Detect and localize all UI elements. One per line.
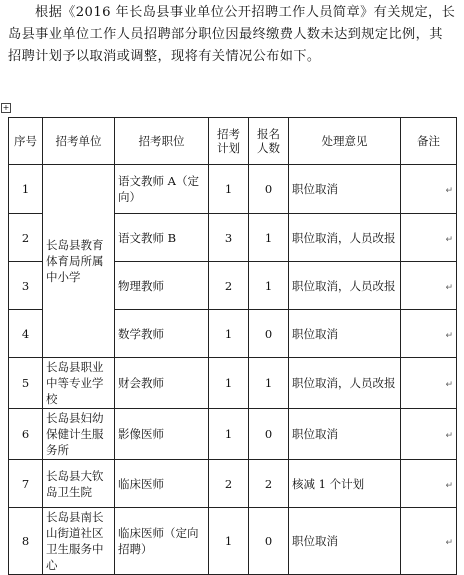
table-row	[9, 358, 457, 409]
cell-unit: 长岛县职业中等专业学校	[43, 358, 115, 409]
recruitment-table	[8, 117, 457, 575]
cell-end-mark-icon: ↵	[445, 234, 453, 245]
header-cell-unit: 招考单位	[43, 118, 115, 165]
intro-paragraph	[8, 2, 456, 68]
intro-text: 根据《2016 年长岛县事业单位公开招聘工作人员简章》有关规定，长岛县事业单位工作人员招聘部分职位因最终缴费人数未达到规定比例，其招聘计划予以取消或调整，现将有关情况公布如下。	[8, 5, 456, 64]
cell-position: 数学教师	[115, 310, 209, 358]
cell-unit: 长岛县教育体育局所属中小学	[43, 165, 115, 358]
cell-plan: 1	[209, 409, 249, 460]
cell-unit: 长岛县南长山街道社区卫生服务中心	[43, 508, 115, 575]
cell-applicants: 0	[249, 310, 289, 358]
cell-opinion: 职位取消	[289, 310, 401, 358]
cell-opinion: 职位取消	[289, 165, 401, 214]
cell-unit: 长岛县大钦岛卫生院	[43, 460, 115, 508]
cell-applicants: 0	[249, 409, 289, 460]
cell-no: 7	[9, 460, 43, 508]
cell-note	[401, 409, 457, 460]
cell-end-mark-icon: ↵	[445, 330, 453, 341]
cell-applicants: 1	[249, 358, 289, 409]
cell-position: 语文教师 A（定向）	[115, 165, 209, 214]
cell-end-mark-icon: ↵	[445, 538, 453, 548]
cell-end-mark-icon: ↵	[445, 186, 453, 196]
cell-opinion: 职位取消	[289, 508, 401, 575]
cell-plan: 2	[209, 460, 249, 508]
cell-plan: 2	[209, 262, 249, 310]
cell-no: 8	[9, 508, 43, 575]
cell-no: 3	[9, 262, 43, 310]
cell-plan: 1	[209, 508, 249, 575]
cell-position: 财会教师	[115, 358, 209, 409]
table-row	[9, 409, 457, 460]
cell-plan: 1	[209, 310, 249, 358]
cell-no: 1	[9, 165, 43, 214]
header-cell-note: 备注	[401, 118, 457, 165]
header-cell-opinion: 处理意见	[289, 118, 401, 165]
cell-no: 4	[9, 310, 43, 358]
cell-note	[401, 165, 457, 214]
cell-end-mark-icon: ↵	[445, 431, 453, 441]
cell-applicants: 1	[249, 214, 289, 262]
header-cell-applicants: 报名人数	[249, 118, 289, 165]
table-move-handle-icon[interactable]: +	[2, 103, 10, 112]
cell-unit: 长岛县妇幼保健计生服务所	[43, 409, 115, 460]
cell-applicants: 0	[249, 165, 289, 214]
cell-applicants: 2	[249, 460, 289, 508]
cell-plan: 1	[209, 358, 249, 409]
cell-note	[401, 214, 457, 262]
header-cell-position: 招考职位	[115, 118, 209, 165]
cell-opinion: 职位取消	[289, 409, 401, 460]
cell-end-mark-icon: ↵	[445, 380, 453, 390]
table-header-row	[9, 118, 457, 165]
cell-position: 临床医师（定向招聘）	[115, 508, 209, 575]
cell-note	[401, 460, 457, 508]
table-row	[9, 460, 457, 508]
cell-plan: 3	[209, 214, 249, 262]
cell-applicants: 0	[249, 508, 289, 575]
cell-opinion: 职位取消，人员改报	[289, 358, 401, 409]
cell-no: 5	[9, 358, 43, 409]
cell-position: 语文教师 B	[115, 214, 209, 262]
cell-note	[401, 358, 457, 409]
cell-note	[401, 508, 457, 575]
cell-position: 影像医师	[115, 409, 209, 460]
cell-opinion: 核减 1 个计划	[289, 460, 401, 508]
table-row	[9, 508, 457, 575]
cell-position: 物理教师	[115, 262, 209, 310]
cell-end-mark-icon: ↵	[445, 282, 453, 293]
cell-position: 临床医师	[115, 460, 209, 508]
cell-end-mark-icon: ↵	[445, 480, 453, 491]
cell-note	[401, 262, 457, 310]
cell-opinion: 职位取消，人员改报	[289, 262, 401, 310]
cell-plan: 1	[209, 165, 249, 214]
cell-applicants: 1	[249, 262, 289, 310]
header-cell-no: 序号	[9, 118, 43, 165]
cell-opinion: 职位取消，人员改报	[289, 214, 401, 262]
cell-no: 2	[9, 214, 43, 262]
cell-no: 6	[9, 409, 43, 460]
header-cell-plan: 招考计划	[209, 118, 249, 165]
cell-note	[401, 310, 457, 358]
table-row	[9, 165, 457, 214]
